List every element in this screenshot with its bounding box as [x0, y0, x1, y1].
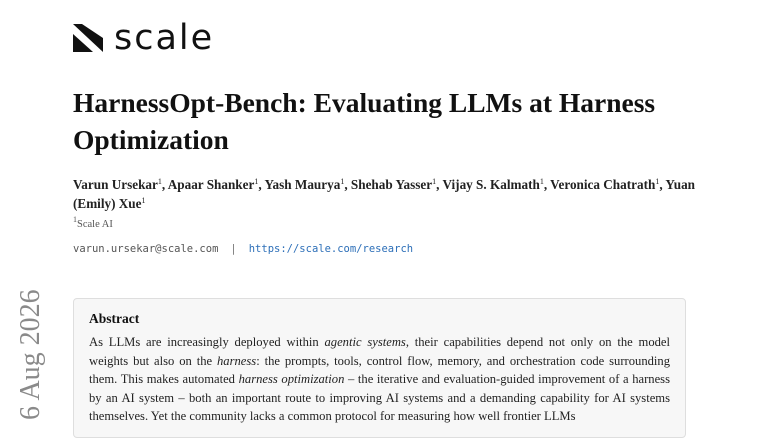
- abstract-text: : the prompts, tools, control flow, memory, and orchestration code surrounding them. This makes automated: [89, 353, 671, 386]
- author-affil-mark: 1: [655, 177, 660, 186]
- author-name: Yash Maurya: [264, 177, 341, 192]
- contact-email[interactable]: varun.ursekar@scale.com: [73, 243, 219, 255]
- author-name: Shehab Yasser: [350, 177, 433, 192]
- affiliation: [73, 215, 113, 230]
- abstract-emphasis: agentic systems: [324, 335, 406, 349]
- author-affil-mark: 1: [157, 177, 162, 186]
- abstract-text: – the iterative and evaluation-guided improvement of a harness by an AI system – both an important route to improving AI systems and a demanding capability for AI systems themselves. Yet the community lacks a common protocol for measuring how well frontier LLMs: [89, 372, 670, 423]
- author-affil-mark: 1: [539, 177, 544, 186]
- abstract-text: , their capabilities depend not only on the model weights but also on the: [89, 335, 671, 368]
- author-affil-mark: 1: [254, 177, 259, 186]
- abstract-emphasis: harness optimization: [238, 372, 345, 386]
- author-name: Yuan (Emily) Xue: [73, 177, 695, 211]
- author-affil-mark: 1: [141, 195, 146, 205]
- abstract-body: [89, 333, 670, 426]
- contact-line: [73, 243, 413, 255]
- author-name: Veronica Chatrath: [550, 177, 656, 192]
- date-watermark: 6 Aug 2026: [15, 289, 46, 420]
- author-name: Apaar Shanker: [167, 177, 255, 192]
- contact-separator: |: [230, 243, 237, 255]
- paper-title: HarnessOpt-Bench: Evaluating LLMs at Harness Optimization: [73, 87, 656, 155]
- abstract-heading: Abstract: [89, 311, 140, 326]
- abstract-paragraph: [89, 333, 670, 426]
- author-list: Varun Ursekar$^1$, Apaar Shanker$^1$, Yash Maurya$^1$, Shehab Yasser$^1$, Vijay S. Kalmath$^1$, Veronica Chatrath$^1$, Yuan (Emily) Xue$^1$: [73, 177, 695, 211]
- logo: [73, 22, 103, 54]
- author-name: Vijay S. Kalmath: [442, 177, 540, 192]
- author-name: Varun Ursekar: [73, 177, 158, 192]
- affiliation-name: Scale AI: [77, 219, 113, 230]
- affiliation-mark: 1: [73, 215, 77, 224]
- abstract-box: [73, 298, 686, 438]
- logo-wordmark: scale: [114, 18, 215, 58]
- research-link[interactable]: https://scale.com/research: [248, 243, 414, 255]
- author-affil-mark: 1: [340, 177, 345, 186]
- abstract-text: As LLMs are increasingly deployed within: [89, 335, 325, 349]
- author-affil-mark: 1: [432, 177, 437, 186]
- scale-mark-icon: [73, 24, 103, 52]
- abstract-emphasis: harness: [217, 353, 257, 368]
